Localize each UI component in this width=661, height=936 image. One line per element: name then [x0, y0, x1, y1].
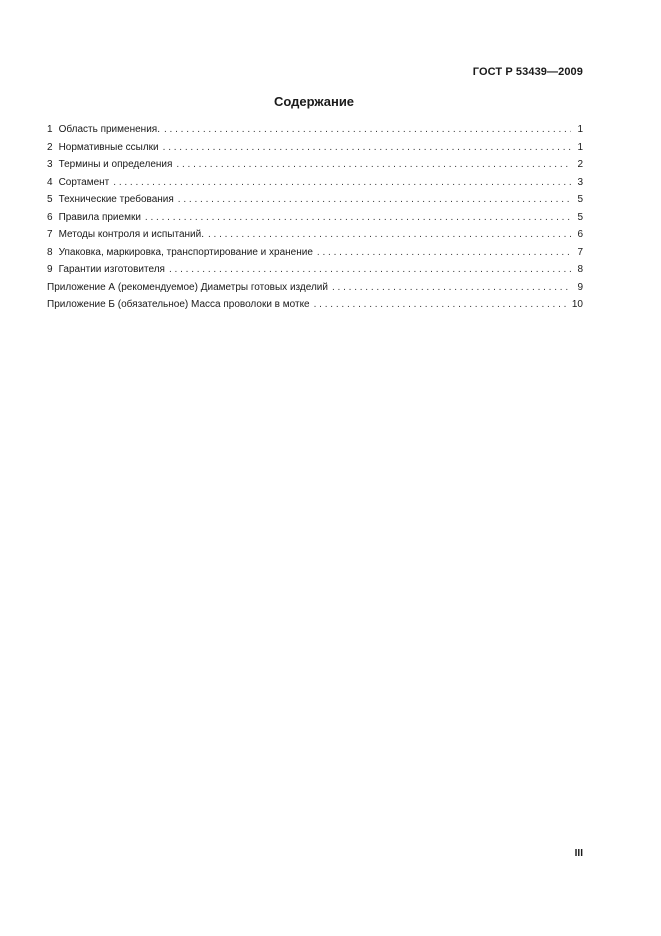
- toc-entry-page: 6: [577, 229, 583, 240]
- toc-entry-title: Термины и определения: [58, 159, 173, 170]
- toc-entry-page: 2: [577, 159, 583, 170]
- toc-entry-title: Нормативные ссылки: [58, 141, 159, 153]
- toc-entry-number: 6: [47, 211, 53, 223]
- toc-entry-title: Правила приемки: [58, 211, 141, 223]
- toc-entry-page: 8: [577, 264, 583, 275]
- toc-entry-number: 4: [47, 176, 53, 188]
- toc-dot-leader: [163, 139, 571, 157]
- toc-entry[interactable]: [47, 121, 583, 139]
- toc-dot-leader: [317, 244, 571, 262]
- toc-entry-title: Приложение А (рекомендуемое) Диаметры готовых изделий: [47, 281, 328, 293]
- toc-title: Содержание: [273, 94, 355, 109]
- toc-entry-title: Сортамент: [58, 176, 110, 188]
- toc-entry[interactable]: [47, 156, 583, 174]
- toc-entry-title: Область применения.: [58, 124, 160, 135]
- toc-entry-appendix[interactable]: [47, 279, 583, 297]
- toc-entry-title: Технические требования: [58, 194, 174, 205]
- toc-dot-leader: [332, 279, 571, 297]
- toc-entry[interactable]: [47, 174, 583, 192]
- toc-entry-number: 1: [47, 124, 53, 135]
- toc-entry-number: 5: [47, 194, 53, 205]
- toc-entry-page: 9: [577, 281, 583, 293]
- toc-dot-leader: [178, 191, 571, 209]
- toc-entry-appendix[interactable]: [47, 296, 583, 314]
- toc-entry-page: 5: [577, 211, 583, 223]
- toc-entry-number: 9: [47, 264, 53, 275]
- toc-dot-leader: [145, 209, 571, 227]
- table-of-contents: [47, 121, 583, 314]
- toc-entry[interactable]: [47, 139, 583, 157]
- toc-entry-page: 1: [577, 141, 583, 153]
- toc-dot-leader: [113, 174, 571, 192]
- toc-entry[interactable]: [47, 261, 583, 279]
- toc-entry[interactable]: [47, 209, 583, 227]
- toc-entry-title: Упаковка, маркировка, транспортирование и хранение: [58, 246, 313, 258]
- toc-entry[interactable]: [47, 226, 583, 244]
- toc-entry-page: 1: [577, 124, 583, 135]
- toc-entry-title: Методы контроля и испытаний.: [58, 229, 204, 240]
- toc-entry-number: 3: [47, 159, 53, 170]
- toc-dot-leader: [176, 156, 571, 174]
- toc-dot-leader: [164, 121, 571, 139]
- toc-entry-number: 2: [47, 141, 53, 153]
- page-number: III: [574, 848, 583, 859]
- document-code: ГОСТ Р 53439—2009: [472, 66, 583, 78]
- toc-entry-title: Гарантии изготовителя: [58, 264, 165, 275]
- toc-dot-leader: [208, 226, 571, 244]
- toc-dot-leader: [314, 296, 568, 314]
- toc-entry-number: 7: [47, 229, 53, 240]
- toc-dot-leader: [169, 261, 571, 279]
- toc-entry-page: 10: [571, 299, 583, 310]
- toc-entry-title: Приложение Б (обязательное) Масса проволоки в мотке: [47, 299, 310, 310]
- toc-entry[interactable]: [47, 191, 583, 209]
- toc-entry-number: 8: [47, 246, 53, 258]
- toc-entry-page: 3: [577, 176, 583, 188]
- toc-entry-page: 7: [577, 246, 583, 258]
- toc-entry-page: 5: [577, 194, 583, 205]
- toc-entry[interactable]: [47, 244, 583, 262]
